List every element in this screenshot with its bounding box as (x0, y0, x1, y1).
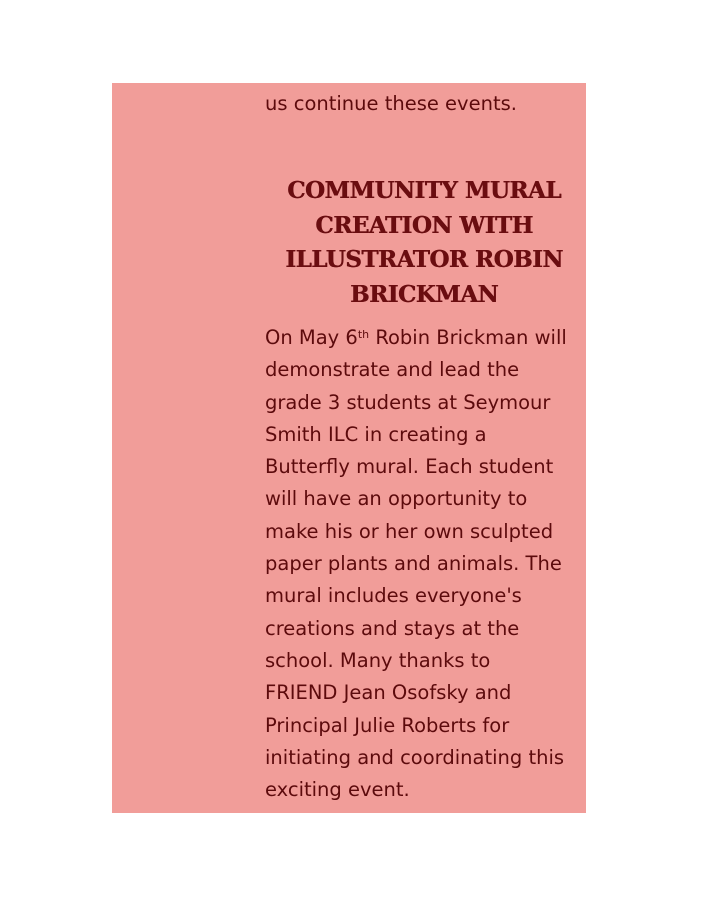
body-line: Smith ILC in creating a (265, 422, 487, 446)
ordinal-suffix: th (357, 328, 370, 341)
body-line: exciting event. (265, 778, 410, 802)
body-line: grade 3 students at Seymour (265, 390, 551, 414)
body-line: FRIEND Jean Osofsky and (265, 681, 512, 705)
article-body (265, 322, 590, 806)
body-line: creations and stays at the (265, 616, 520, 640)
newsletter-panel (112, 83, 586, 813)
body-line: Butterfly mural. Each student (265, 455, 554, 479)
lead-paragraph-end: us continue these events. (265, 92, 517, 115)
body-line (265, 322, 590, 354)
article-heading (265, 174, 583, 312)
body-line: initiating and coordinating this (265, 745, 565, 769)
body-line: mural includes everyone's (265, 584, 522, 608)
heading-line: BRICKMAN (350, 280, 498, 308)
body-line: demonstrate and lead the (265, 358, 520, 382)
heading-line: ILLUSTRATOR ROBIN (285, 246, 563, 273)
body-text: Robin Brickman will (369, 326, 567, 349)
body-line: school. Many thanks to (265, 648, 491, 672)
date-text: On May 6 (265, 326, 358, 349)
heading-line: COMMUNITY MURAL (287, 177, 561, 204)
body-line: paper plants and animals. The (265, 552, 562, 576)
heading-line: CREATION WITH (315, 211, 533, 239)
body-line: will have an opportunity to (265, 487, 528, 511)
body-line: make his or her own sculpted (265, 519, 554, 543)
body-line: Principal Julie Roberts for (265, 713, 510, 737)
text-column (265, 83, 590, 806)
